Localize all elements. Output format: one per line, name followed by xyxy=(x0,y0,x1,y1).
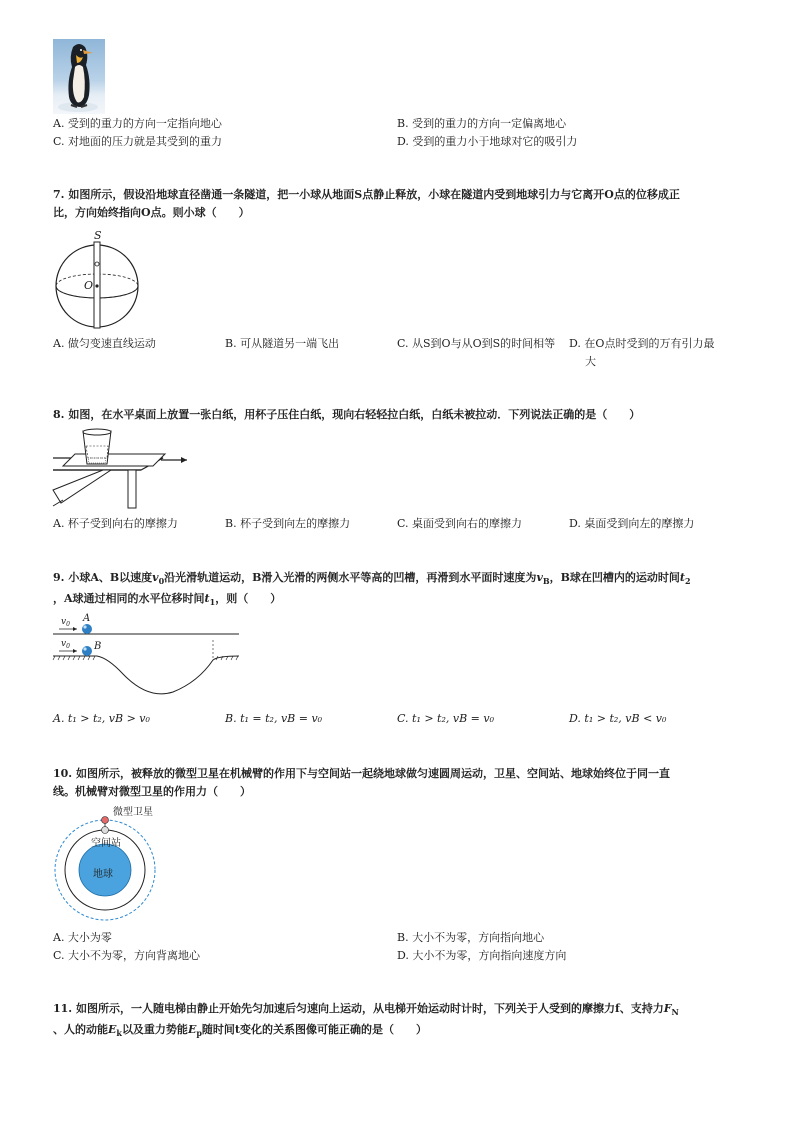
q6-option-b: B. 受到的重力的方向一定偏离地心 xyxy=(397,117,567,130)
q11-ep-sub: p xyxy=(196,1028,202,1039)
q8-option-a: A. 杯子受到向右的摩擦力 xyxy=(53,517,178,530)
q11-stem xyxy=(53,1000,743,1042)
q7-stem-line1: 7. 如图所示，假设沿地球直径凿通一条隧道，把一小球从地面S点静止释放，小球在隧道内受到地球引力与它离开O点的位移成正 xyxy=(53,188,680,201)
q7-stem-line2: 比，方向始终指向O点。则小球（ ） xyxy=(53,206,250,219)
q6-option-d: D. 受到的重力小于地球对它的吸引力 xyxy=(397,135,578,148)
q9-vb-sub: B xyxy=(542,576,550,587)
q6-option-a: A. 受到的重力的方向一定指向地心 xyxy=(53,117,222,130)
q9-stem-text-2: 沿光滑轨道运动，B滑入光滑的两侧水平等高的凹槽，再滑到水平面时速度为 xyxy=(164,571,537,584)
q9-t2: t xyxy=(679,571,685,584)
q8-cup-paper-figure xyxy=(53,428,193,510)
q11-stem-text-3: 以及重力势能 xyxy=(121,1023,188,1037)
q11-stem-line2 xyxy=(53,1021,743,1042)
penguin-image xyxy=(53,39,105,114)
q9-groove-figure xyxy=(53,612,243,702)
q7-option-c: C. 从S到O与从O到S的时间相等 xyxy=(397,337,556,350)
q7-label-s: S xyxy=(94,229,102,242)
q11-ek: E xyxy=(108,1023,117,1037)
q9-label-v0-a: $v_0$ xyxy=(61,617,70,628)
q10-label-satellite: 微型卫星 xyxy=(113,807,153,818)
q10-stem-line1: 10. 如图所示，被释放的微型卫星在机械臂的作用下与空间站一起绕地球做匀速圆周运动，卫星、空间站、地球始终位于同一直 xyxy=(53,767,670,780)
q9-stem-line1 xyxy=(53,569,743,590)
q11-stem-line1 xyxy=(53,1000,743,1021)
q9-option-b: B. t₁ = t₂, vB = v₀ xyxy=(225,712,323,725)
q11-fn: F xyxy=(663,1002,672,1015)
q7-option-b: B. 可从隧道另一端飞出 xyxy=(225,337,340,350)
q10-stem-line2: 线。机械臂对微型卫星的作用力（ ） xyxy=(53,785,251,798)
q11-stem-text-1: 11. 如图所示，一人随电梯由静止开始先匀加速后匀速向上运动，从电梯开始运动时计时，下列关于人受到的摩擦力f、支持力 xyxy=(53,1002,664,1015)
q9-v0-sub: 0 xyxy=(158,576,165,587)
q8-option-c: C. 桌面受到向右的摩擦力 xyxy=(397,517,523,530)
q7-option-d-cont: 大 xyxy=(585,355,596,368)
q7-earth-tunnel-figure xyxy=(53,228,143,328)
q10-option-b: B. 大小不为零，方向指向地心 xyxy=(397,931,545,944)
q10-stem xyxy=(53,765,743,801)
q10-label-earth: 地球 xyxy=(93,869,113,880)
q9-label-v0-b: $v_0$ xyxy=(61,639,70,650)
q9-t2-sub: 2 xyxy=(685,576,691,587)
q9-option-c: C. t₁ > t₂, vB = v₀ xyxy=(397,712,495,725)
q9-stem-text-1: 9. 小球A、B以速度 xyxy=(53,571,153,584)
q9-label-b: B xyxy=(94,641,102,652)
q7-label-o: O xyxy=(84,279,94,292)
q9-stem-text-4: ，A球通过相同的水平位移时间 xyxy=(53,592,205,606)
q9-option-d: D. t₁ > t₂, vB < v₀ xyxy=(569,712,667,725)
q9-stem-line2 xyxy=(53,590,743,611)
q9-t1-sub: 1 xyxy=(209,597,216,608)
q11-stem-text-4: 随时间t变化的关系图像可能正确的是（ ） xyxy=(201,1023,428,1037)
q11-ep: E xyxy=(187,1023,197,1037)
q9-stem-text-5: ，则（ ） xyxy=(215,592,282,606)
q9-vb: v xyxy=(536,571,543,584)
q11-ek-sub: k xyxy=(116,1028,122,1039)
q11-fn-sub: N xyxy=(671,1007,679,1018)
q9-label-a: A xyxy=(83,613,91,624)
q7-stem xyxy=(53,186,743,222)
q9-v0: v xyxy=(152,571,159,584)
q10-option-a: A. 大小为零 xyxy=(53,931,112,944)
q9-stem xyxy=(53,569,743,611)
q10-orbit-figure xyxy=(53,806,183,918)
q7-option-d: D. 在O点时受到的万有引力最 xyxy=(569,337,715,350)
penguin-icon xyxy=(53,39,105,114)
q9-t1: t xyxy=(204,592,210,606)
q7-option-a: A. 做匀变速直线运动 xyxy=(53,337,156,350)
q9-option-a: A. t₁ > t₂, vB > v₀ xyxy=(53,712,150,725)
q9-stem-text-3: ，B球在凹槽内的运动时间 xyxy=(549,571,680,584)
q8-option-d: D. 桌面受到向左的摩擦力 xyxy=(569,517,695,530)
q6-option-c: C. 对地面的压力就是其受到的重力 xyxy=(53,135,223,148)
q10-option-d: D. 大小不为零，方向指向速度方向 xyxy=(397,949,567,962)
q11-stem-text-2: 、人的动能 xyxy=(53,1023,108,1037)
q10-option-c: C. 大小不为零，方向背离地心 xyxy=(53,949,201,962)
q8-stem: 8. 如图，在水平桌面上放置一张白纸，用杯子压住白纸，现向右轻轻拉白纸，白纸未被拉动．下列说法正确的是（ ） xyxy=(53,408,641,421)
q10-label-station: 空间站 xyxy=(91,838,121,849)
q8-option-b: B. 杯子受到向左的摩擦力 xyxy=(225,517,351,530)
